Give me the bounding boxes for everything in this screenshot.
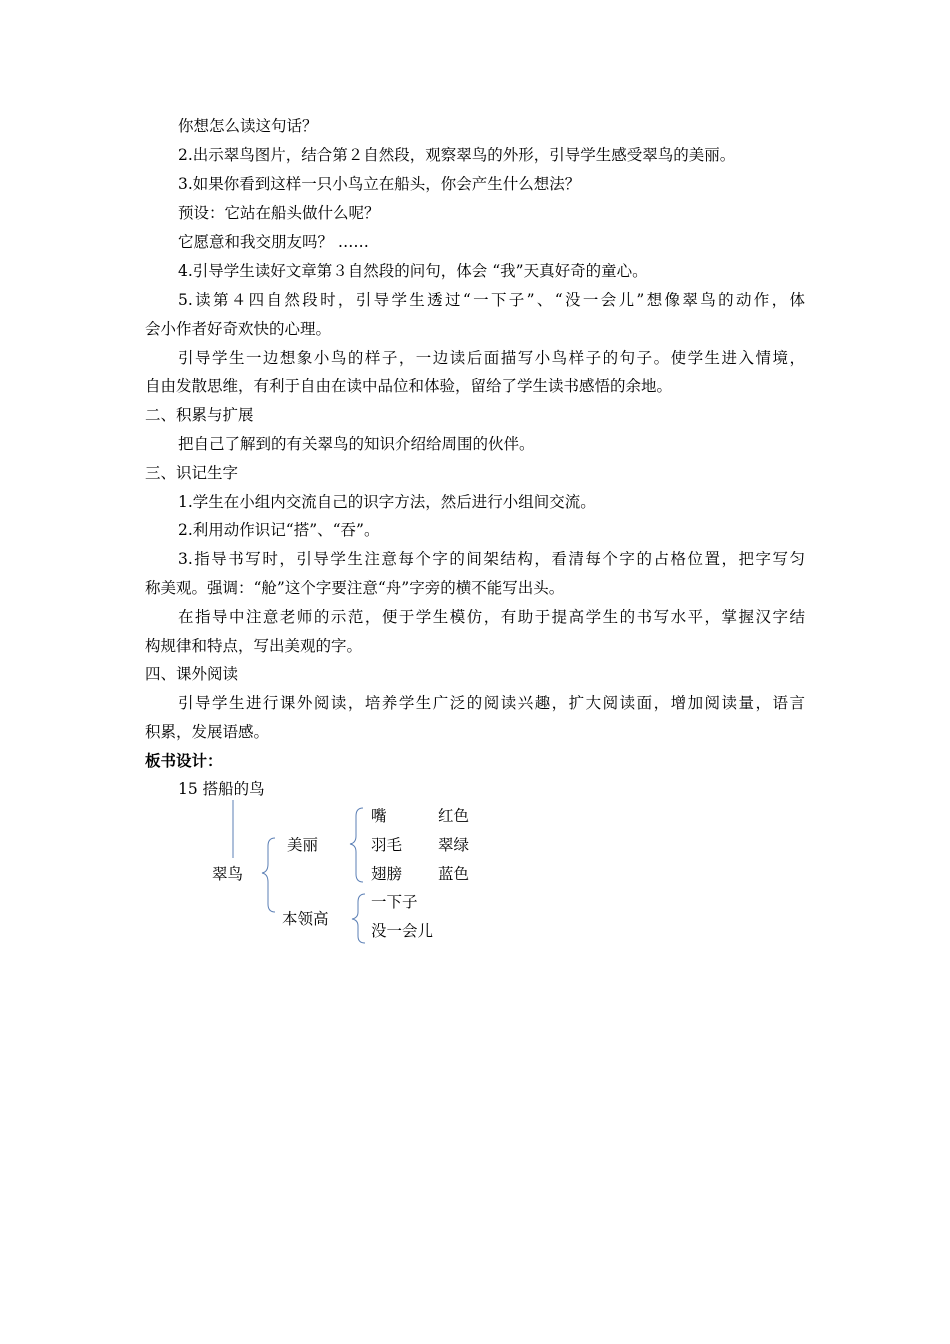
section-heading: 三、识记生字 — [145, 464, 239, 482]
main-brace — [262, 838, 275, 912]
section-heading: 二、积累与扩展 — [145, 406, 254, 424]
paragraph-line: 自由发散思维，有利于自由在读中品位和体验，留给了学生读书感悟的余地。 — [145, 377, 673, 395]
paragraph: 1.学生在小组内交流自己的识字方法，然后进行小组间交流。 — [178, 493, 596, 511]
paragraph-line: 5.读第４四自然段时，引导学生透过“一下子”、“没一会儿”想像翠鸟的动作，体 — [178, 291, 805, 309]
paragraph-line: 引导学生一边想象小鸟的样子，一边读后面描写小鸟样子的句子。使学生进入情境， — [178, 349, 805, 367]
paragraph: 预设：它站在船头做什么呢？ — [178, 204, 380, 222]
paragraph: 把自己了解到的有关翠鸟的知识介绍给周围的伙伴。 — [178, 435, 535, 453]
board-color: 红色 — [438, 807, 470, 825]
board-root: 翠鸟 — [212, 865, 244, 883]
board-branch-beauty: 美丽 — [287, 836, 319, 854]
paragraph-line: 构规律和特点，写出美观的字。 — [145, 637, 363, 655]
paragraph: 3.如果你看到这样一只小鸟立在船头，你会产生什么想法？ — [178, 175, 581, 193]
board-part: 嘴 — [371, 807, 387, 825]
paragraph-line: 引导学生进行课外阅读，培养学生广泛的阅读兴趣，扩大阅读面，增加阅读量，语言 — [178, 694, 805, 712]
board-part: 羽毛 — [371, 836, 403, 854]
board-color: 翠绿 — [438, 836, 470, 854]
paragraph-line: 3.指导书写时，引导学生注意每个字的间架结构，看清每个字的占格位置，把字写匀 — [178, 550, 805, 568]
paragraph: 2.出示翠鸟图片，结合第２自然段，观察翠鸟的外形，引导学生感受翠鸟的美丽。 — [178, 146, 736, 164]
beauty-brace — [350, 808, 363, 882]
paragraph: 4.引导学生读好文章第３自然段的问句，体会 “我”天真好奇的童心。 — [178, 262, 648, 280]
paragraph-line: 积累，发展语感。 — [145, 723, 270, 741]
board-action: 没一会儿 — [371, 922, 434, 940]
paragraph-line: 在指导中注意老师的示范，便于学生模仿，有助于提高学生的书写水平，掌握汉字结 — [178, 608, 805, 626]
board-heading: 板书设计： — [145, 751, 223, 770]
paragraph: 你想怎么读这句话？ — [178, 117, 318, 135]
board-title: 15 搭船的鸟 — [178, 780, 265, 798]
section-heading: 四、课外阅读 — [145, 665, 239, 683]
board-action: 一下子 — [371, 893, 418, 911]
ability-brace — [352, 894, 365, 943]
board-color: 蓝色 — [438, 865, 470, 883]
board-branch-ability: 本领高 — [282, 910, 329, 928]
paragraph: 它愿意和我交朋友吗？ …… — [178, 233, 369, 251]
paragraph-line: 会小作者好奇欢快的心理。 — [145, 320, 332, 338]
paragraph-line: 称美观。强调：“舱”这个字要注意“舟”字旁的横不能写出头。 — [145, 579, 565, 597]
board-part: 翅膀 — [371, 865, 403, 883]
paragraph: 2.利用动作识记“搭”、“吞”。 — [178, 521, 380, 539]
